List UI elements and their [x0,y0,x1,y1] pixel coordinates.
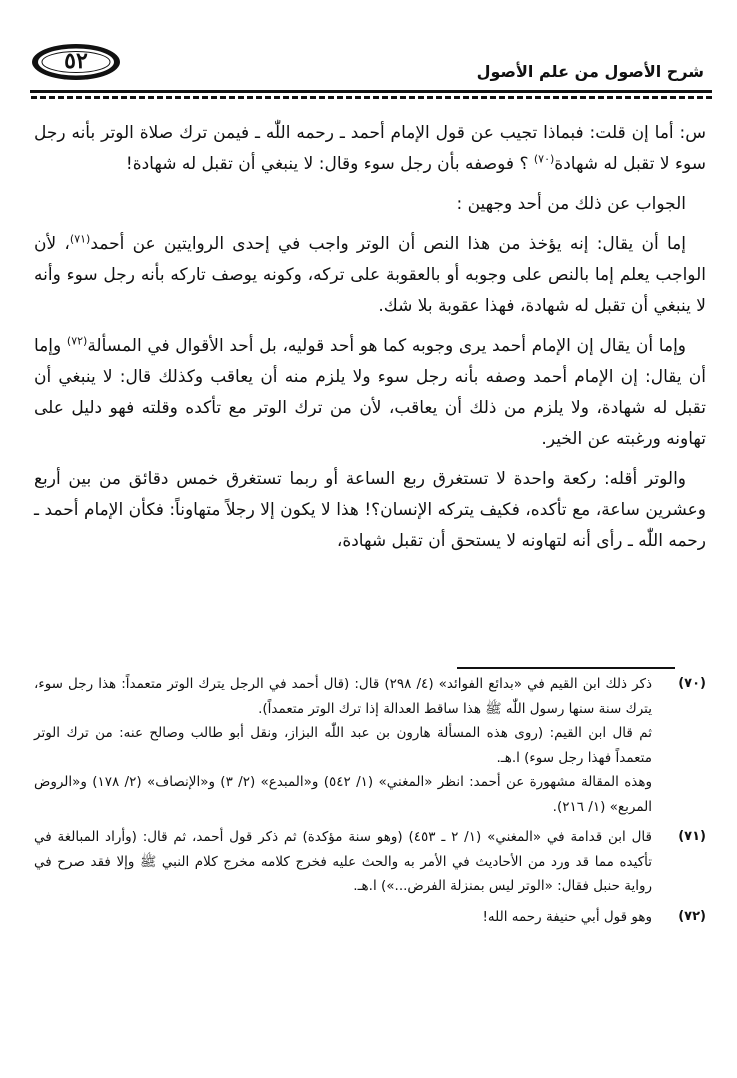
paragraph-text: الجواب عن ذلك من أحد وجهين : [456,194,686,214]
page-number: ٥٢ [64,48,88,74]
paragraph-text: إما أن يقال: إنه يؤخذ من هذا النص أن الوتر واجب في إحدى الروايتين عن أحمد [90,234,686,254]
footnote-separator [457,667,675,669]
running-title: شرح الأصول من علم الأصول [476,62,704,81]
paragraph-text: ؟ فوصفه بأن رجل سوء وقال: لا ينبغي أن تقبل له شهادة! [125,154,534,174]
paragraph-text: س: أما إن قلت: فبماذا تجيب عن قول الإمام أحمد ـ رحمه اللّٰه ـ فيمن ترك صلاة الوتر بأنه رجل سوء لا تقبل له شهادة [34,123,706,174]
paragraph-first-view [34,229,706,322]
paragraph-text: والوتر أقله: ركعة واحدة لا تستغرق ربع الساعة أو ربما تستغرق خمس دقائق من بين أربع وعشرين ساعة، مع تأكده، فكيف يتركه الإنسان؟! هذا لا يكون إلا رجلاً متهاوناً: فكأن الإمام أحمد ـ رحمه اللّٰه ـ رأى أنه لتهاونه لا يستحق أن تقبل شهادة، [34,469,706,551]
paragraph-second-view [34,331,706,455]
paragraph-question [34,118,706,180]
footnote-number: (٧٠) [678,676,706,691]
footnote-line: ذكر ذلك ابن القيم في «بدائع الفوائد» (٤/ ٢٩٨) قال: (قال أحمد في الرجل يترك الوتر متعمداً: هذا رجل سوء، يترك سنة سنها رسول اللّٰه ﷺ هذا ساقط العدالة إذا ترك الوتر متعمداً). [34,676,653,717]
footnote-ref-72: (٧٢) [66,334,88,348]
page-header [30,42,712,86]
footnote-ref-71: (٧١) [69,232,91,246]
paragraph-answer-intro [34,189,706,220]
footnote-71 [34,825,706,899]
header-rule [30,90,712,102]
header-rule-solid [30,90,712,93]
paragraph-text: وإما أن يقال إن الإمام أحمد يرى وجوبه كما هو أحد قوليه، بل أحد الأقوال في المسألة [87,336,687,356]
footnote-ref-70: (٧٠) [533,152,555,166]
footnote-line: وهو قول أبي حنيفة رحمه الله! [482,908,652,925]
footnotes [34,672,706,935]
footnote-number: (٧١) [678,829,706,844]
paragraph-witr-minimum [34,464,706,557]
paragraph-text: وإما أن يقال: إن الإمام أحمد وصفه بأنه رجل سوء ولا يلزم منه أن يعاقب وكذلك قال: لا ينبغي أن تقبل له شهادة، ولا يلزم من ذلك أن يعاقب، لأن من ترك الوتر مع تأكده وقلته فهو دليل على تهاونه ورغبته عن الخير. [34,336,706,449]
footnote-72 [34,905,706,930]
footnote-number: (٧٢) [678,908,706,924]
footnote-line: قال ابن قدامة في «المغني» (١/ ٢ ـ ٤٥٣) (وهو سنة مؤكدة) ثم ذكر قول أحمد، ثم قال: (وأراد المبالغة في تأكيده مما قد ورد من الأحاديث في الأمر به والحث عليه فخرج كلامه مخرج كلام النبي ﷺ وإلا فقد صرح في رواية حنبل فقال: «الوتر ليس بمنزلة الفرض...») ا.هـ. [34,829,652,894]
paragraph-text: ، لأن الواجب يعلم إما بالنص على وجوبه أو بالعقوبة على تركه، وكونه يوصف تاركه بأنه رجل سوء وأنه لا ينبغي أن تقبل له شهادة، فهذا عقوبة بلا شك. [34,234,706,316]
page-number-badge [30,42,122,82]
footnote-70 [34,672,706,819]
main-text [34,118,706,566]
footnote-line: ثم قال ابن القيم: (روى هذه المسألة هارون بن عبد اللّٰه البزاز، ونقل أبو طالب وصالح عنه: من ترك الوتر متعمداً فهذا رجل سوء) ا.هـ. [34,725,652,766]
footnote-line: وهذه المقالة مشهورة عن أحمد: انظر «المغني» (١/ ٥٤٢) و«المبدع» (٢/ ٣) و«الإنصاف» (٢/ ١٧٨) و«الروض المربع» (١/ ٢١٦). [34,774,653,815]
header-rule-dashed [30,96,712,99]
